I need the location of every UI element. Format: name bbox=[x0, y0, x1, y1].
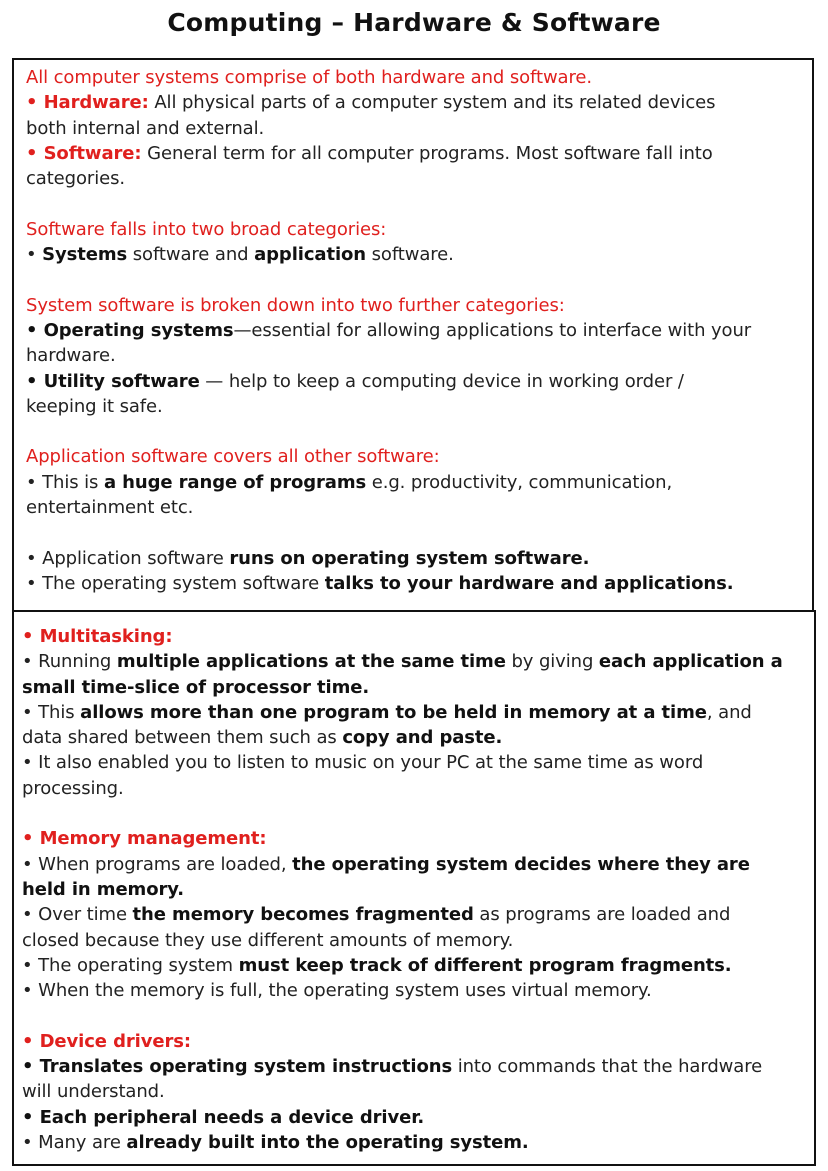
hardware-label: • Hardware: bbox=[26, 92, 149, 114]
hardware-definition bbox=[26, 90, 800, 115]
talks-bold: talks to your hardware and applications. bbox=[324, 572, 734, 594]
drivers-bullet-1 bbox=[22, 1054, 808, 1079]
page-title: Computing – Hardware & Software bbox=[167, 8, 661, 37]
os-bullet bbox=[26, 318, 800, 343]
categories-mid: software and bbox=[127, 244, 255, 266]
application-post: e.g. productivity, communication, bbox=[366, 471, 673, 493]
software-definition bbox=[26, 141, 800, 166]
multitasking-heading: • Multitasking: bbox=[22, 626, 173, 647]
text-bold: the memory becomes fragmented bbox=[132, 904, 474, 926]
multitasking-bullet-3-cont: processing. bbox=[22, 777, 124, 799]
application-bullet bbox=[26, 470, 800, 495]
os-bullet-cont: hardware. bbox=[26, 345, 116, 367]
bullet: • bbox=[26, 244, 43, 266]
system-software-heading: System software is broken down into two further categories: bbox=[26, 294, 565, 316]
categories-heading: Software falls into two broad categories: bbox=[26, 218, 387, 240]
memory-bullet-2-cont: closed because they use different amounts of memory. bbox=[22, 929, 514, 951]
hardware-definition-cont: both internal and external. bbox=[26, 117, 265, 139]
utility-label: • Utility software bbox=[26, 370, 200, 392]
categories-end: software. bbox=[366, 244, 454, 266]
categories-bullet bbox=[26, 242, 800, 267]
hardware-text: All physical parts of a computer system and its related devices bbox=[148, 92, 716, 114]
multitasking-bullet-2 bbox=[22, 700, 808, 725]
text: by giving bbox=[505, 651, 599, 673]
text: • Over time bbox=[22, 904, 133, 926]
application-pre: • This is bbox=[26, 471, 104, 493]
text: • Many are bbox=[22, 1131, 127, 1153]
application-term: application bbox=[254, 244, 367, 266]
drivers-bullet-1-cont: will understand. bbox=[22, 1081, 165, 1103]
utility-bullet bbox=[26, 369, 800, 394]
utility-bullet-cont: keeping it safe. bbox=[26, 395, 163, 417]
text: as programs are loaded and bbox=[473, 904, 731, 926]
drivers-heading: • Device drivers: bbox=[22, 1030, 191, 1052]
text: into commands that the hardware bbox=[452, 1056, 763, 1078]
text-bold: allows more than one program to be held in memory at a time bbox=[80, 701, 707, 723]
os-label: • Operating systems bbox=[26, 319, 234, 341]
text-bold: multiple applications at the same time bbox=[116, 651, 506, 673]
runs-on-bullet bbox=[26, 546, 800, 571]
talks-pre: • The operating system software bbox=[26, 572, 325, 594]
application-bullet-cont: entertainment etc. bbox=[26, 497, 194, 519]
os-text: —essential for allowing applications to interface with your bbox=[233, 319, 752, 341]
runs-pre: • Application software bbox=[26, 547, 230, 569]
talks-to-bullet bbox=[26, 571, 800, 596]
text-bold: copy and paste. bbox=[342, 727, 503, 749]
text: • Running bbox=[22, 651, 117, 673]
multitasking-bullet-3: • It also enabled you to listen to music on your PC at the same time as word bbox=[22, 752, 704, 774]
software-definition-cont: categories. bbox=[26, 168, 125, 190]
application-heading: Application software covers all other software: bbox=[26, 446, 440, 468]
text: • The operating system bbox=[22, 954, 239, 976]
multitasking-bullet-2-cont bbox=[22, 725, 808, 750]
os-functions-box bbox=[12, 610, 816, 1166]
text-bold: already built into the operating system. bbox=[126, 1131, 529, 1153]
drivers-bullet-2: • Each peripheral needs a device driver. bbox=[22, 1106, 425, 1128]
software-label: • Software: bbox=[26, 142, 142, 164]
application-bold: a huge range of programs bbox=[103, 471, 367, 493]
text-bold: • Translates operating system instructions bbox=[22, 1056, 453, 1078]
text: , and bbox=[706, 701, 752, 723]
multitasking-bullet-1 bbox=[22, 649, 808, 674]
text-bold: the operating system decides where they are bbox=[292, 853, 750, 875]
memory-bullet-2 bbox=[22, 902, 808, 927]
memory-bullet-1 bbox=[22, 852, 808, 877]
overview-box bbox=[12, 58, 814, 612]
memory-bullet-3 bbox=[22, 953, 808, 978]
text: • When programs are loaded, bbox=[22, 853, 293, 875]
intro-heading: All computer systems comprise of both hardware and software. bbox=[26, 67, 592, 88]
drivers-bullet-3 bbox=[22, 1130, 808, 1155]
text-bold: must keep track of different program fragments. bbox=[238, 954, 732, 976]
memory-bullet-1-cont: held in memory. bbox=[22, 878, 184, 900]
software-text: General term for all computer programs. Most software fall into bbox=[141, 142, 713, 164]
text: • This bbox=[22, 701, 81, 723]
text-bold: each application a bbox=[598, 651, 783, 673]
text: data shared between them such as bbox=[22, 727, 343, 749]
memory-bullet-4: • When the memory is full, the operating system uses virtual memory. bbox=[22, 980, 652, 1002]
memory-heading: • Memory management: bbox=[22, 828, 267, 850]
systems-term: Systems bbox=[42, 244, 128, 266]
utility-text: — help to keep a computing device in working order / bbox=[199, 370, 684, 392]
multitasking-bullet-1-cont: small time-slice of processor time. bbox=[22, 676, 370, 698]
runs-bold: runs on operating system software. bbox=[229, 547, 590, 569]
